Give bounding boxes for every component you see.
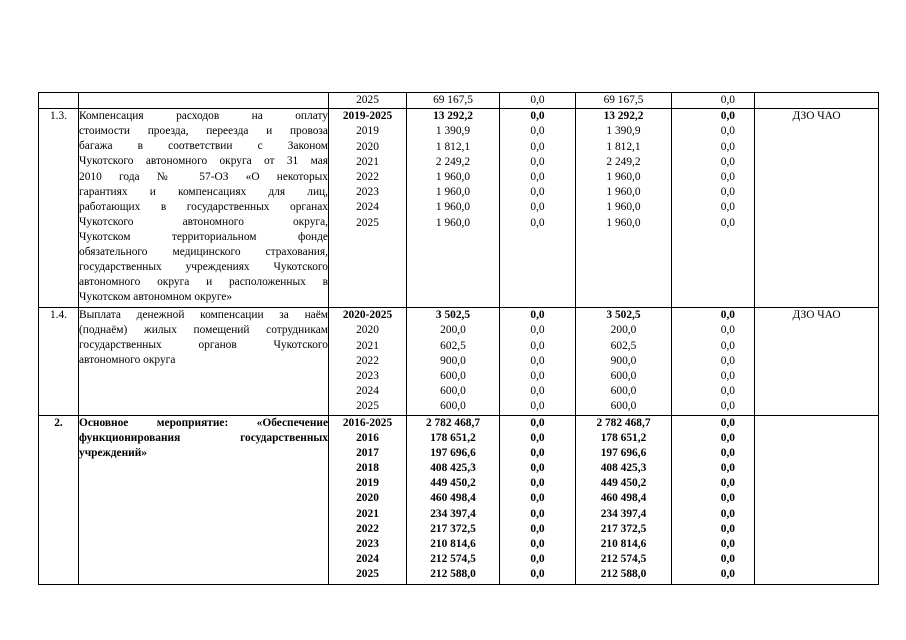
description-line: автономного округа и расположенных в (79, 276, 328, 289)
value-line: 0,0 (530, 125, 545, 138)
value-line: 2020 (356, 324, 379, 337)
value-line: 0,0 (530, 385, 545, 398)
value-line: 0,0 (530, 492, 545, 505)
year-cell (329, 415, 407, 584)
description-line: багажа в соответствии с Законом (79, 140, 328, 153)
description-line: работающих в государственных органах (79, 200, 328, 213)
value-line: 600,0 (610, 385, 637, 398)
description-line: Основное мероприятие: «Обеспечение (79, 416, 328, 429)
value-line: 600,0 (610, 369, 637, 382)
value-line: 0,0 (720, 462, 735, 475)
value-line: 2021 (356, 507, 379, 520)
value-line: 460 498,4 (600, 492, 647, 505)
row-number-cell: 1.3. (39, 109, 79, 308)
value-line: 212 588,0 (430, 568, 476, 581)
year-cell (329, 308, 407, 415)
value-line: 2022 (356, 354, 379, 367)
value-line: 0,0 (720, 125, 735, 138)
value-line: 0,0 (530, 201, 545, 214)
value-line: 0,0 (530, 462, 545, 475)
funding-col3-cell (576, 415, 672, 584)
organization-cell (755, 415, 879, 584)
value-line: 0,0 (530, 309, 545, 322)
value-line: 1 960,0 (435, 170, 471, 183)
value-line: 13 292,2 (433, 110, 473, 123)
value-line: 0,0 (720, 216, 735, 229)
value-line: 2023 (356, 538, 379, 550)
value-line: 2 782 468,7 (425, 416, 481, 429)
value-line: 2025 (356, 216, 379, 229)
total-cell (407, 415, 500, 584)
value-line: 0,0 (530, 568, 545, 581)
budget-table (38, 92, 879, 585)
value-line: 2019 (356, 477, 379, 490)
total-cell (407, 109, 500, 308)
value-line: 600,0 (610, 400, 637, 413)
value-line: 2019-2025 (342, 110, 393, 123)
value-line: 217 372,5 (600, 522, 647, 535)
value-line: 449 450,2 (430, 477, 476, 490)
value-line: 200,0 (610, 324, 637, 337)
value-line: 0,0 (720, 553, 735, 566)
value-line: 1 960,0 (606, 186, 641, 199)
description-line: Чукотского автономного округа от 31 мая (79, 155, 328, 168)
value-line: 3 502,5 (435, 309, 471, 322)
value-line: 2023 (356, 186, 379, 199)
value-line: 2022 (356, 522, 379, 535)
value-line: 0,0 (720, 339, 735, 352)
value-line: 0,0 (530, 140, 545, 153)
value-line: 0,0 (530, 170, 545, 183)
value-line: 2017 (356, 446, 379, 459)
value-line: 0,0 (530, 339, 545, 352)
description-line: государственных органов Чукотского (79, 339, 328, 352)
value-line: 0,0 (530, 416, 545, 429)
table-row (39, 308, 879, 415)
value-line: 0,0 (530, 522, 545, 535)
value-line: 0,0 (720, 369, 735, 382)
description-line: гарантиях и компенсациях для лиц, (79, 185, 328, 198)
value-line: 0,0 (530, 155, 545, 168)
funding-col2-cell (500, 308, 576, 415)
value-line: 0,0 (530, 369, 545, 382)
value-line: 210 814,6 (600, 538, 647, 550)
value-line: 408 425,3 (600, 462, 647, 475)
value-line: 178 651,2 (430, 431, 476, 444)
value-line: 2018 (356, 462, 379, 475)
value-line: 2020 (356, 492, 379, 505)
value-line: 0,0 (530, 400, 545, 413)
year-cell (329, 109, 407, 308)
value-line: 460 498,4 (430, 492, 476, 505)
value-line: 900,0 (610, 354, 637, 367)
value-line: 0,0 (530, 477, 545, 490)
value-line: 0,0 (720, 155, 735, 168)
table-body (39, 93, 879, 585)
value-line: 2020 (356, 140, 379, 153)
value-line: 0,0 (720, 309, 735, 322)
total-cell (407, 308, 500, 415)
value-line: 602,5 (440, 339, 466, 352)
value-line: 0,0 (530, 446, 545, 459)
value-line: 1 960,0 (606, 201, 641, 214)
value-line: 1 960,0 (606, 170, 641, 183)
value-line: 200,0 (440, 324, 466, 337)
year-cell: 2025 (329, 93, 407, 109)
value-line: 2024 (356, 201, 379, 214)
value-line: 0,0 (720, 568, 735, 581)
value-line: 1 960,0 (606, 216, 641, 229)
value-line: 2021 (356, 339, 379, 352)
value-line: 0,0 (720, 431, 735, 444)
funding-col2-cell: 0,0 (500, 93, 576, 109)
value-line: 0,0 (530, 354, 545, 367)
description-line: Компенсация расходов на оплату (79, 110, 328, 123)
funding-col4-cell: 0,0 (672, 93, 755, 109)
value-line: 0,0 (530, 431, 545, 444)
value-line: 217 372,5 (430, 522, 476, 535)
description-line: 2010 года № 57-ОЗ «О некоторых (79, 170, 328, 183)
description-line: автономного округа (79, 354, 176, 367)
value-line: 0,0 (720, 477, 735, 490)
organization-cell (755, 93, 879, 109)
value-line: 234 397,4 (430, 507, 476, 520)
value-line: 0,0 (530, 216, 545, 229)
value-line: 197 696,6 (430, 446, 476, 459)
value-line: 0,0 (530, 507, 545, 520)
value-line: 0,0 (720, 324, 735, 337)
value-line: 2025 (356, 568, 379, 581)
value-line: 2016 (356, 431, 379, 444)
value-line: 600,0 (440, 385, 466, 398)
value-line: 2021 (356, 155, 379, 168)
value-line: 1 812,1 (606, 140, 641, 153)
description-line: государственных учреждениях Чукотского (79, 261, 328, 274)
organization-cell: ДЗО ЧАО (755, 109, 879, 308)
value-line: 2024 (356, 553, 379, 566)
organization-cell: ДЗО ЧАО (755, 308, 879, 415)
value-line: 210 814,6 (430, 538, 476, 550)
value-line: 602,5 (610, 339, 637, 352)
value-line: 0,0 (720, 522, 735, 535)
value-line: 0,0 (720, 110, 735, 123)
row-number-cell: 1.4. (39, 308, 79, 415)
value-line: 0,0 (720, 492, 735, 505)
value-line: 0,0 (720, 170, 735, 183)
value-line: 0,0 (720, 538, 735, 550)
description-cell (79, 109, 329, 308)
value-line: 3 502,5 (606, 309, 641, 322)
value-line: 2023 (356, 369, 379, 382)
value-line: 600,0 (440, 369, 466, 382)
value-line: 2020-2025 (342, 309, 393, 322)
description-line: Выплата денежной компенсации за наём (79, 309, 328, 322)
value-line: 2019 (356, 125, 379, 138)
funding-col3-cell (576, 308, 672, 415)
table-row (39, 109, 879, 308)
total-cell: 69 167,5 (407, 93, 500, 109)
funding-col4-cell (672, 109, 755, 308)
value-line: 2025 (356, 400, 379, 413)
value-line: 178 651,2 (600, 431, 647, 444)
description-line: Чукотском автономном округе» (79, 291, 233, 304)
description-cell (79, 415, 329, 584)
row-number-cell (39, 93, 79, 109)
description-line: функционирования государственных (79, 431, 328, 444)
value-line: 2022 (356, 170, 379, 183)
value-line: 2 782 468,7 (596, 416, 651, 429)
value-line: 0,0 (720, 186, 735, 199)
value-line: 0,0 (720, 400, 735, 413)
value-line: 0,0 (530, 110, 545, 123)
funding-col2-cell (500, 109, 576, 308)
funding-col4-cell (672, 308, 755, 415)
value-line: 600,0 (440, 400, 466, 413)
value-line: 408 425,3 (430, 462, 476, 475)
row-number-cell: 2. (39, 415, 79, 584)
funding-col2-cell (500, 415, 576, 584)
funding-col3-cell: 69 167,5 (576, 93, 672, 109)
value-line: 1 390,9 (606, 125, 641, 138)
description-line: Чукотского автономного округа, (79, 215, 328, 228)
value-line: 0,0 (530, 324, 545, 337)
value-line: 197 696,6 (600, 446, 647, 459)
value-line: 0,0 (720, 446, 735, 459)
description-cell (79, 93, 329, 109)
value-line: 0,0 (720, 201, 735, 214)
value-line: 1 960,0 (435, 201, 471, 214)
description-cell (79, 308, 329, 415)
value-line: 0,0 (530, 186, 545, 199)
value-line: 2016-2025 (342, 416, 393, 429)
value-line: 1 960,0 (435, 216, 471, 229)
value-line: 0,0 (530, 538, 545, 550)
value-line: 449 450,2 (600, 477, 647, 490)
value-line: 212 588,0 (600, 568, 647, 581)
value-line: 234 397,4 (600, 507, 647, 520)
value-line: 0,0 (720, 354, 735, 367)
description-line: обязательного медицинского страхования, (79, 246, 328, 259)
value-line: 0,0 (530, 553, 545, 566)
funding-col4-cell (672, 415, 755, 584)
value-line: 0,0 (720, 416, 735, 429)
value-line: 13 292,2 (603, 110, 644, 123)
value-line: 2024 (356, 385, 379, 398)
value-line: 2 249,2 (606, 155, 641, 168)
description-line: учреждений» (79, 446, 147, 459)
value-line: 1 390,9 (435, 125, 471, 138)
table-row (39, 93, 879, 109)
value-line: 0,0 (720, 507, 735, 520)
description-line: (поднаём) жилых помещений сотрудникам (79, 324, 328, 337)
funding-col3-cell (576, 109, 672, 308)
value-line: 0,0 (720, 385, 735, 398)
value-line: 2 249,2 (435, 155, 471, 168)
value-line: 212 574,5 (430, 553, 476, 566)
value-line: 1 960,0 (435, 186, 471, 199)
value-line: 1 812,1 (435, 140, 471, 153)
description-line: Чукотском территориальном фонде (79, 230, 328, 243)
description-line: стоимости проезда, переезда и провоза (79, 125, 328, 138)
value-line: 212 574,5 (600, 553, 647, 566)
table-row (39, 415, 879, 584)
value-line: 900,0 (440, 354, 466, 367)
value-line: 0,0 (720, 140, 735, 153)
